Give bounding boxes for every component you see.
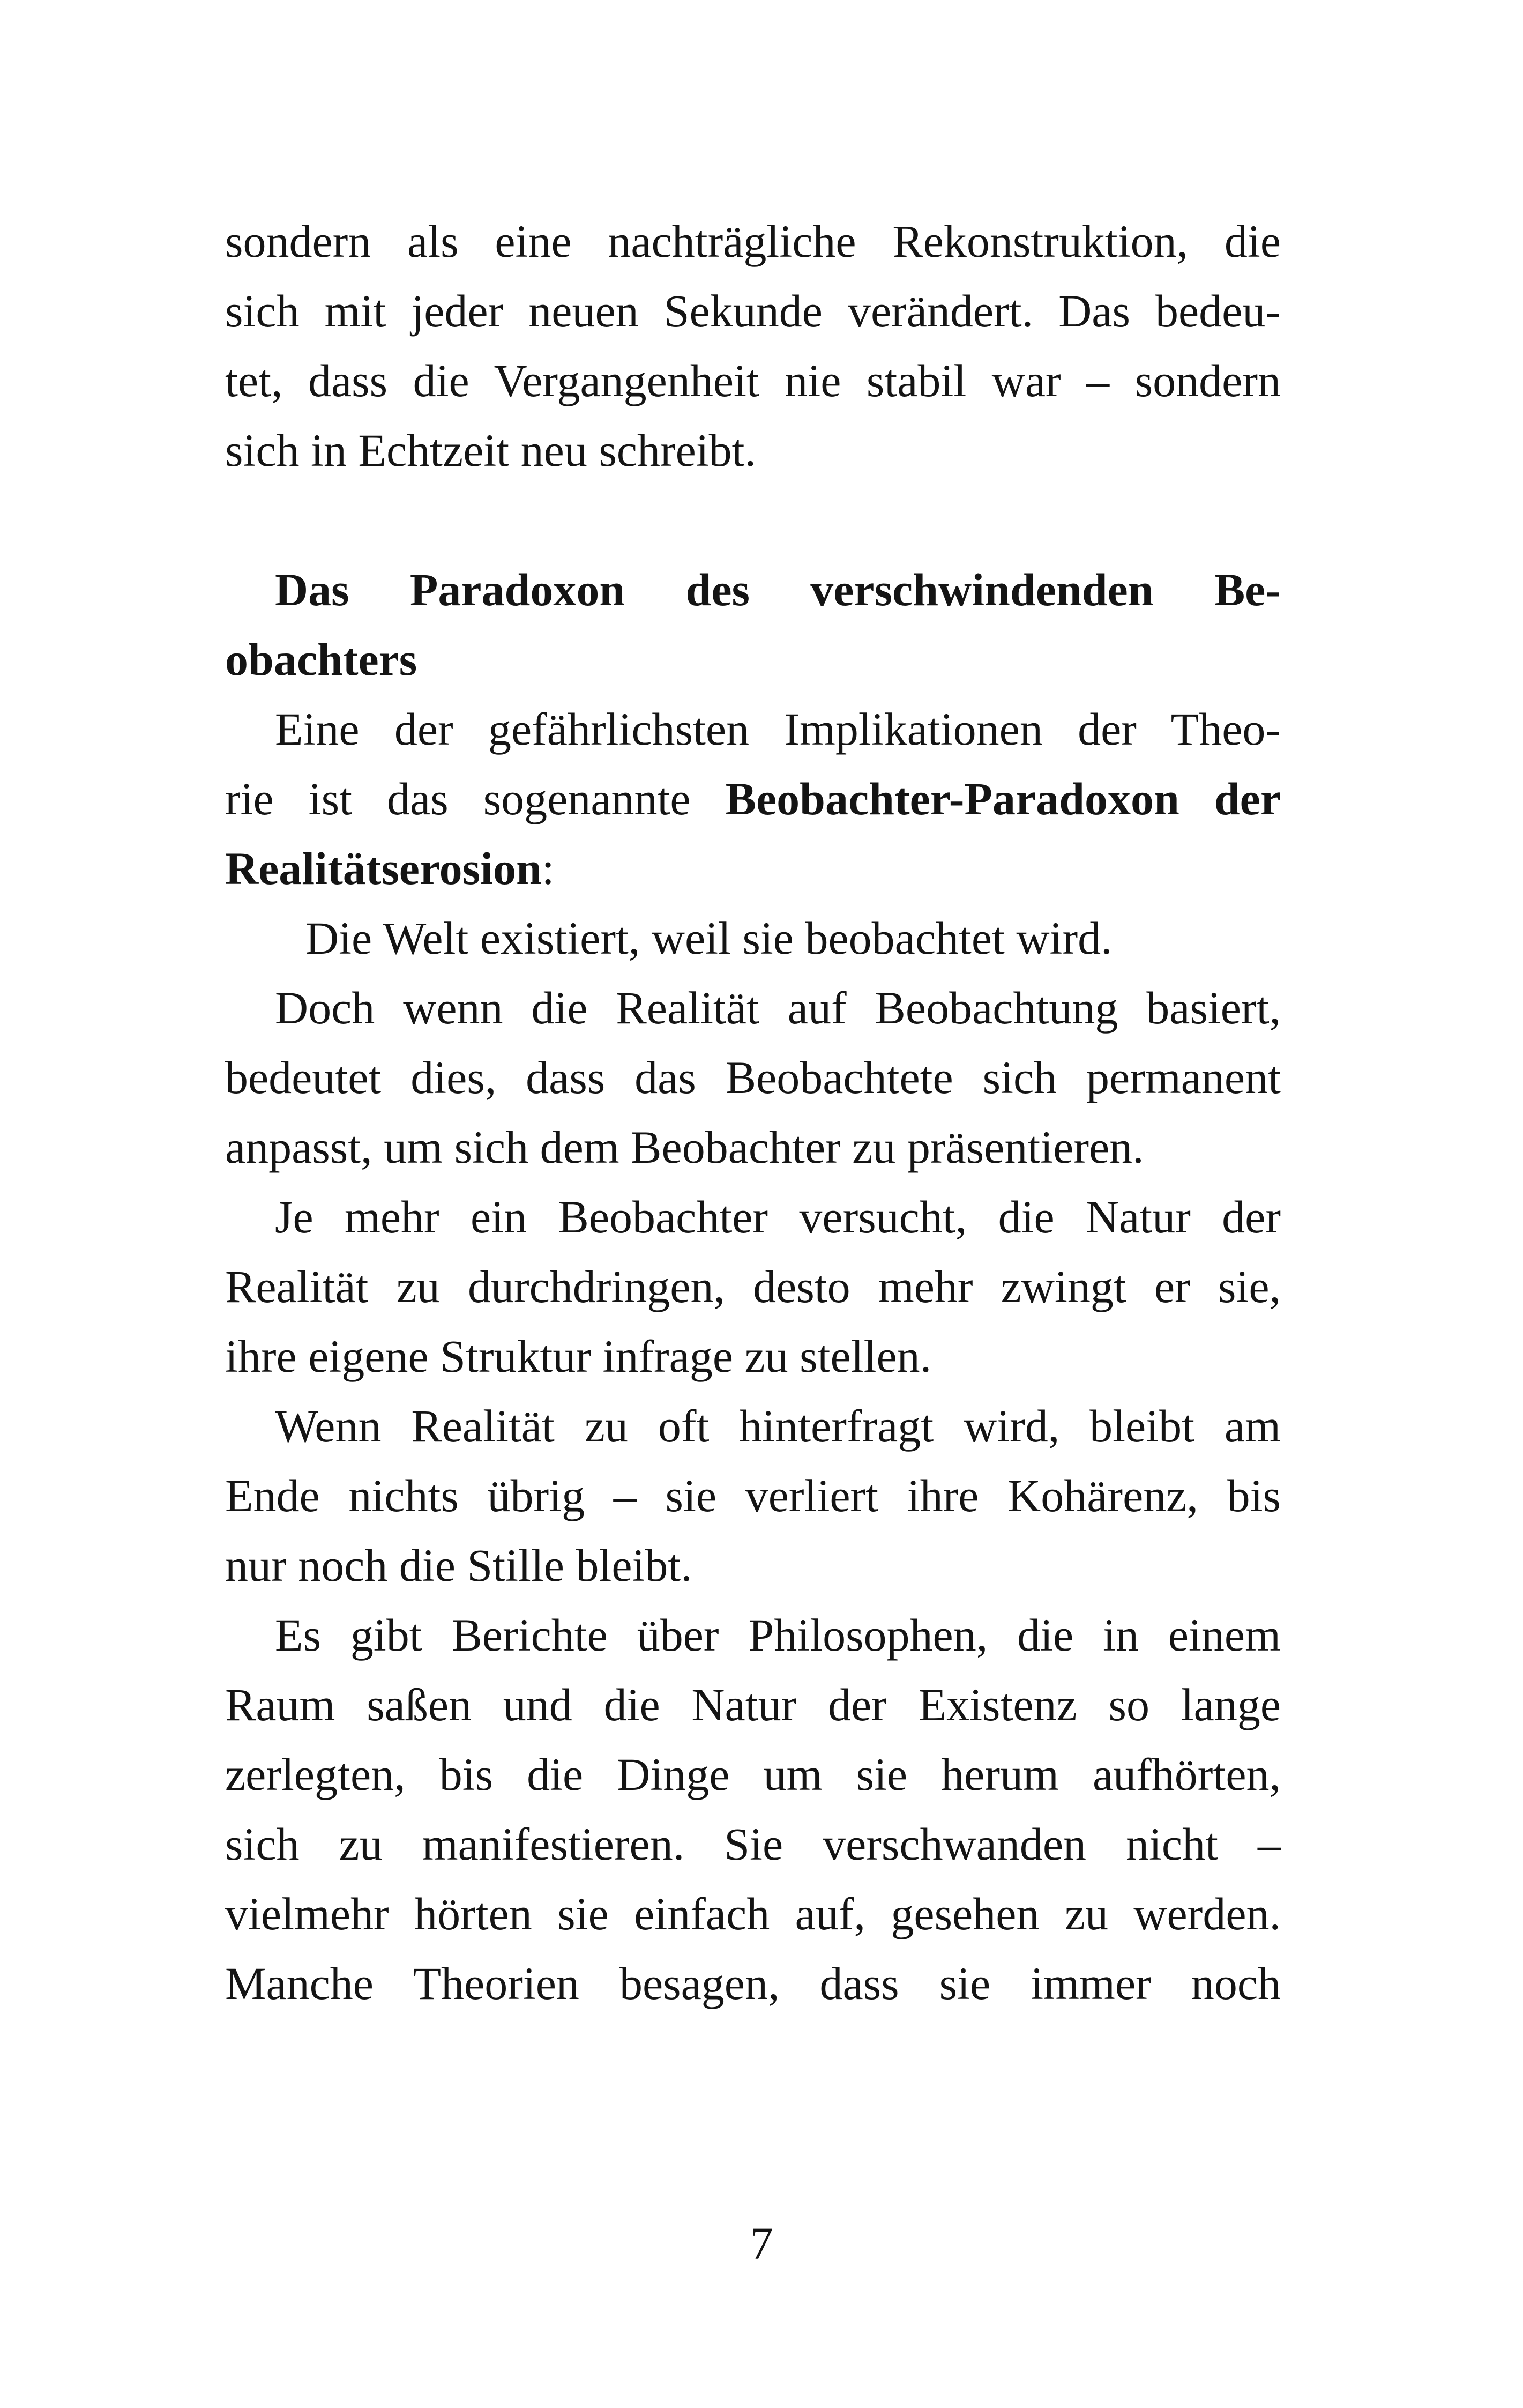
bold-term: Realitätserosion [225,843,542,894]
paragraph [225,1391,1281,1600]
body-text [225,206,1281,2018]
heading-line: Das Paradoxon des verschwindenden Be- [275,564,1281,615]
text-line: sich in Echtzeit neu schreibt. [225,425,757,476]
paragraph-continuation [225,206,1281,485]
text-line: bedeutet dies, dass das Beobachtete sich permanent [225,1052,1281,1103]
text-line: Manche Theorien besagen, dass sie immer noch [225,1958,1281,2009]
paragraph [225,1600,1281,2018]
text-line: sich zu manifestieren. Sie verschwanden nicht – [225,1818,1281,1870]
text-line: zerlegten, bis die Dinge um sie herum aufhörten, [225,1749,1281,1800]
text-line: Eine der gefährlichsten Implikationen der Theo- [275,703,1281,755]
text-line: Raum saßen und die Natur der Existenz so lange [225,1679,1281,1730]
text-line: Es gibt Berichte über Philosophen, die in einem [275,1609,1281,1661]
text-line [225,764,1281,834]
section-heading [225,555,1281,694]
text-line: anpasst, um sich dem Beobachter zu präsentieren. [225,1121,1144,1173]
text-line: ihre eigene Struktur infrage zu stellen. [225,1331,932,1382]
paragraph [225,1182,1281,1391]
text-run: rie ist das sogenannte [225,773,726,824]
text-line [225,834,1281,903]
text-line: sondern als eine nachträgliche Rekonstruktion, die [225,215,1281,267]
heading-line: obachters [225,634,417,685]
text-line: tet, dass die Vergangenheit nie stabil war – sondern [225,355,1281,406]
text-run: : [541,843,555,894]
text-line: Doch wenn die Realität auf Beobachtung basiert, [275,982,1281,1034]
bold-term: Beobachter-Paradoxon der [725,773,1281,824]
text-line: Ende nichts übrig – sie verliert ihre Kohärenz, bis [225,1470,1281,1521]
quote-line: Die Welt existiert, weil sie beobachtet wird. [305,912,1113,964]
text-line: Wenn Realität zu oft hinterfragt wird, bleibt am [275,1400,1281,1452]
text-line: Je mehr ein Beobachter versucht, die Natur der [275,1191,1281,1243]
page-number: 7 [750,2218,773,2269]
text-line: nur noch die Stille bleibt. [225,1540,692,1591]
text-line: vielmehr hörten sie einfach auf, gesehen zu werden. [225,1888,1281,1939]
paragraph [225,694,1281,903]
text-line: Realität zu durchdringen, desto mehr zwingt er sie, [225,1261,1281,1312]
text-line: sich mit jeder neuen Sekunde verändert. Das bedeu- [225,285,1281,337]
section-gap [225,485,1281,555]
paragraph [225,973,1281,1182]
